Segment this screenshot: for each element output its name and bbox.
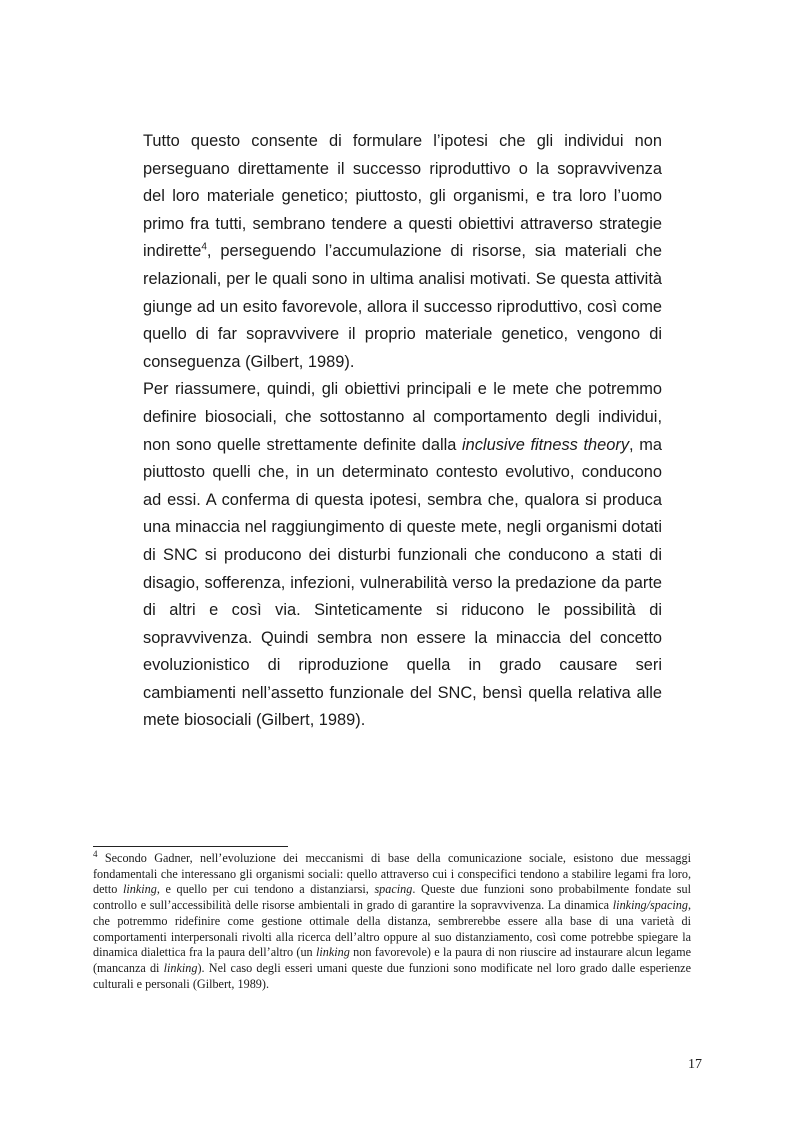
paragraph-1-text-a: Tutto questo consente di formulare l’ipotesi che gli individui non perseguano direttamente il successo riproduttivo o la sopravvivenza del loro materiale genetico; piuttosto, gli organismi, e tra loro l’uomo primo fra tutti, sembrano tendere a questi obiettivi attraverso strategie indirette (143, 132, 662, 261)
paragraph-2-text-a: Per riassumere, quindi, gli obiettivi principali e le mete che potremmo definire biosociali, che sottostanno al comportamento degli individui, non sono quelle strettamente definite dalla (143, 380, 662, 454)
footnote-text: ). Nel caso degli esseri umani queste due funzioni sono modificate nel loro grado dalle esperienze culturali e personali (Gilbert, 1989). (93, 960, 691, 991)
footnote-italic: spacing (374, 882, 413, 897)
footnote-text: , che potremmo ridefinire come gestione ottimale della distanza, sembrerebbe essere alla base di una varietà di comportamenti interpersonali rivolti alla ricerca dell’altro oppure al suo distanziamento, così come potrebbe spiegare la dinamica dialettica fra la paura dell’altro (un (93, 898, 691, 960)
footnote-text: Secondo Gadner, nell’evoluzione dei meccanismi di base della comunicazione sociale, esistono due messaggi fondamentali che interessano gli organismi sociali: quello attraverso cui i conspecifici tendono a stabilire legami fra loro, detto (93, 851, 691, 897)
main-text (143, 128, 662, 735)
paragraph-2 (143, 376, 662, 735)
footnote-number: 4 (93, 848, 98, 859)
footnote-text: non favorevole) e la paura di non riuscire ad instaurare alcun legame (mancanza di (93, 945, 691, 975)
footnote-italic: linking (123, 882, 157, 897)
footnote-text: . Queste due funzioni sono probabilmente fondate sul controllo e sull’accessibilità delle risorse ambientali in grado di garantire la sopravvivenza. La dinamica (93, 882, 691, 913)
paragraph-2-text-b: , ma piuttosto quelli che, in un determinato contesto evolutivo, conducono ad essi. A conferma di questa ipotesi, sembra che, qualora si produca una minaccia nel raggiungimento di queste mete, negli organismi dotati di SNC si producono dei disturbi funzionali che conducono a stati di disagio, sofferenza, infezioni, vulnerabilità verso la predazione da parte di altri e così via. Sinteticamente si riducono le possibilità di sopravvivenza. Quindi sembra non essere la minaccia del concetto evoluzionistico di riproduzione quella in grado causare seri cambiamenti nell’assetto funzionale del SNC, bensì quella relativa alle mete biosociali (Gilbert, 1989). (143, 435, 662, 730)
footnote-reference[interactable]: 4 (201, 241, 207, 253)
paragraph-1 (143, 128, 662, 376)
page-number: 17 (688, 1057, 702, 1072)
footnote-text: , e quello per cui tendono a distanziarsi, (156, 882, 375, 897)
footnote-italic: linking (315, 945, 350, 960)
footnote-italic: linking/spacing (612, 898, 688, 913)
footnote-italic: linking (163, 960, 198, 975)
inclusive-fitness-term: inclusive fitness theory (461, 435, 630, 454)
footnote-separator (93, 846, 288, 847)
footnote (93, 848, 691, 992)
paragraph-1-text-b: , perseguendo l’accumulazione di risorse, sia materiali che relazionali, per le quali sono in ultima analisi motivati. Se questa attività giunge ad un esito favorevole, allora il successo riproduttivo, così come quello di far sopravvivere il proprio materiale genetico, vengono di conseguenza (Gilbert, 1989). (143, 242, 662, 371)
